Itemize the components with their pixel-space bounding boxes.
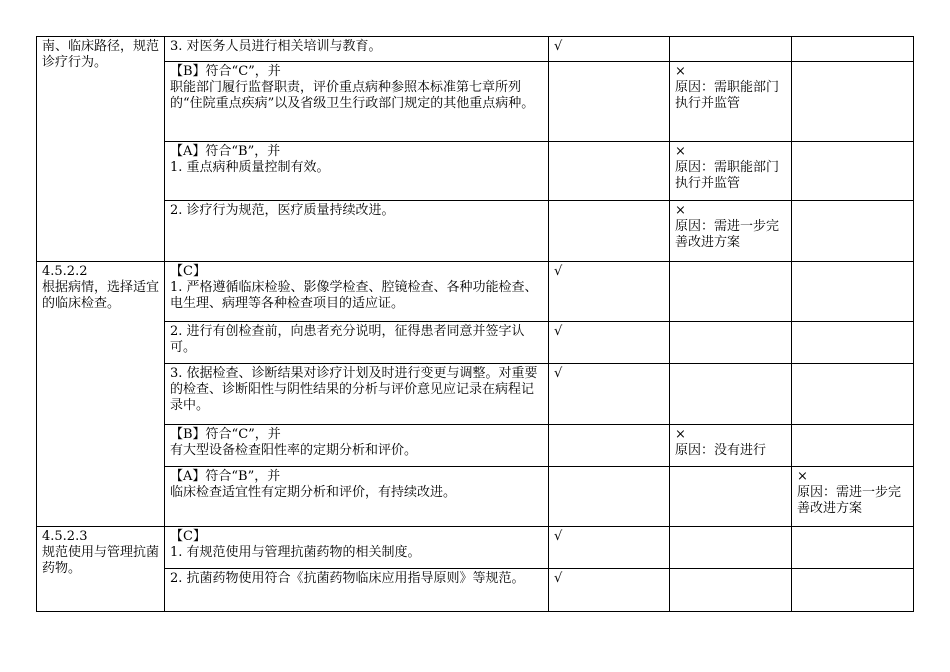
- table-row: [37, 62, 914, 142]
- table-row: [37, 322, 914, 364]
- check-cell: √: [549, 37, 670, 62]
- result-cell: [792, 527, 914, 569]
- check-cell: √: [549, 262, 670, 322]
- result-cell: × 原因：需进一步完善改进方案: [670, 201, 792, 262]
- content-cell: 【A】符合“B”，并 临床检查适宜性有定期分析和评价，有持续改进。: [165, 467, 549, 527]
- result-cell: × 原因：没有进行: [670, 425, 792, 467]
- content-cell: 2. 进行有创检查前，向患者充分说明，征得患者同意并签字认可。: [165, 322, 549, 364]
- result-cell: × 原因：需进一步完善改进方案: [792, 467, 914, 527]
- result-cell: [792, 62, 914, 142]
- table-row: [37, 569, 914, 612]
- check-cell: [549, 142, 670, 201]
- content-cell: 【B】符合“C”，并 职能部门履行监督职责，评价重点病种参照本标准第七章所列的“住院重点疾病”以及省级卫生行政部门规定的其他重点病种。: [165, 62, 549, 142]
- check-cell: [549, 425, 670, 467]
- check-cell: √: [549, 569, 670, 612]
- content-cell: 【C】 1. 有规范使用与管理抗菌药物的相关制度。: [165, 527, 549, 569]
- result-cell: [792, 322, 914, 364]
- check-cell: √: [549, 364, 670, 425]
- check-cell: [549, 201, 670, 262]
- result-cell: [670, 569, 792, 612]
- content-cell: 【C】 1. 严格遵循临床检验、影像学检查、腔镜检查、各种功能检查、电生理、病理等各种检查项目的适应证。: [165, 262, 549, 322]
- result-cell: [792, 37, 914, 62]
- result-cell: [792, 262, 914, 322]
- criteria-cell: 4.5.2.2 根据病情，选择适宜的临床检查。: [37, 262, 165, 527]
- result-cell: [670, 37, 792, 62]
- evaluation-table: [36, 36, 914, 612]
- result-cell: [670, 262, 792, 322]
- content-cell: 2. 抗菌药物使用符合《抗菌药物临床应用指导原则》等规范。: [165, 569, 549, 612]
- content-cell: 【B】符合“C”，并 有大型设备检查阳性率的定期分析和评价。: [165, 425, 549, 467]
- check-cell: [549, 467, 670, 527]
- result-cell: [670, 467, 792, 527]
- criteria-cell: 4.5.2.3 规范使用与管理抗菌药物。: [37, 527, 165, 612]
- result-cell: × 原因：需职能部门执行并监管: [670, 62, 792, 142]
- check-cell: [549, 62, 670, 142]
- result-cell: [792, 364, 914, 425]
- table-row: [37, 425, 914, 467]
- result-cell: [670, 527, 792, 569]
- table-row: [37, 364, 914, 425]
- content-cell: 【A】符合“B”，并 1. 重点病种质量控制有效。: [165, 142, 549, 201]
- result-cell: [792, 569, 914, 612]
- content-cell: 2. 诊疗行为规范，医疗质量持续改进。: [165, 201, 549, 262]
- result-cell: [792, 425, 914, 467]
- result-cell: [670, 364, 792, 425]
- content-cell: 3. 对医务人员进行相关培训与教育。: [165, 37, 549, 62]
- table-row: [37, 467, 914, 527]
- result-cell: × 原因：需职能部门执行并监管: [670, 142, 792, 201]
- check-cell: √: [549, 527, 670, 569]
- result-cell: [792, 142, 914, 201]
- table-row: [37, 201, 914, 262]
- content-cell: 3. 依据检查、诊断结果对诊疗计划及时进行变更与调整。对重要的检查、诊断阳性与阴性结果的分析与评价意见应记录在病程记录中。: [165, 364, 549, 425]
- result-cell: [670, 322, 792, 364]
- table-row: [37, 142, 914, 201]
- criteria-cell: 南、临床路径，规范诊疗行为。: [37, 37, 165, 262]
- table-row: [37, 262, 914, 322]
- result-cell: [792, 201, 914, 262]
- check-cell: √: [549, 322, 670, 364]
- table-row: [37, 527, 914, 569]
- table-row: [37, 37, 914, 62]
